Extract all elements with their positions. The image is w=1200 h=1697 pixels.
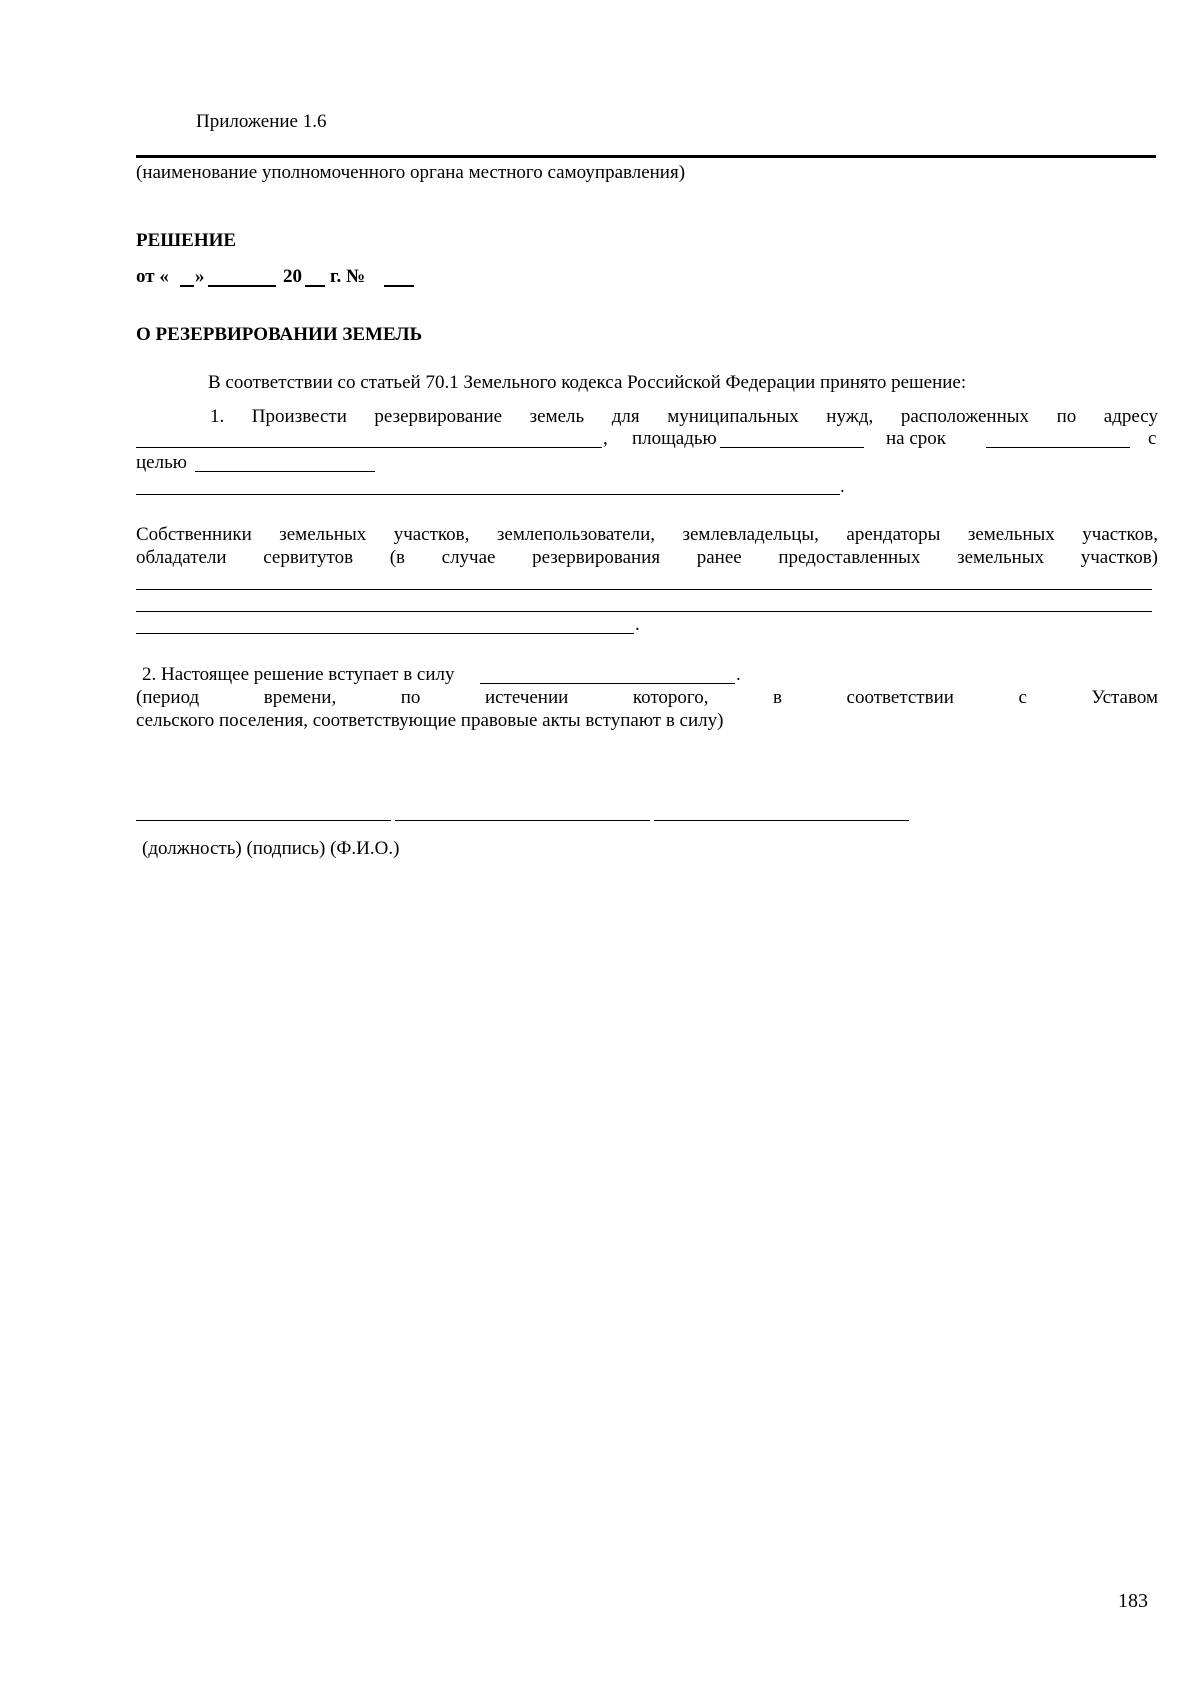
authority-caption: (наименование уполномоченного органа местного самоуправления) (136, 162, 686, 183)
owners-blank-2 (136, 611, 1152, 612)
item2-note-line1: (период времени, по истечении которого, в соответствии с Уставом (136, 687, 1158, 708)
area-label: площадью (632, 428, 717, 449)
term-label: на срок (886, 428, 947, 449)
item2-text: 2. Настоящее решение вступает в силу (142, 664, 455, 685)
address-blank (136, 447, 602, 448)
item2-end-dot: . (736, 664, 741, 685)
item1-comma: , (603, 428, 608, 449)
item2-note-line2: сельского поселения, соответствующие правовые акты вступают в силу) (136, 710, 724, 731)
owners-blank-3 (136, 633, 634, 634)
purpose-label: целью (136, 452, 187, 473)
year-blank (305, 285, 325, 287)
name-signature-line (654, 820, 909, 821)
date-prefix: от « (136, 266, 169, 287)
day-blank (180, 285, 194, 287)
date-number-label: г. № (330, 266, 366, 287)
date-year: 20 (283, 266, 302, 287)
purpose-blank (195, 471, 375, 472)
intro-text: В соответствии со статьей 70.1 Земельного кодекса Российской Федерации принято решение: (208, 372, 967, 393)
page-number: 183 (1118, 1590, 1148, 1612)
owners-line2: обладатели сервитутов (в случае резервирования ранее предоставленных земельных участков) (136, 547, 1158, 568)
header-rule (136, 155, 1156, 158)
term-blank (986, 447, 1130, 448)
owners-blank-1 (136, 589, 1152, 590)
owners-end-dot: . (635, 614, 640, 635)
date-quote-close: » (195, 266, 205, 287)
position-signature-line (136, 820, 391, 821)
decision-title: РЕШЕНИЕ (136, 230, 237, 251)
signature-line (395, 820, 650, 821)
number-blank (384, 285, 414, 287)
owners-line1: Собственники земельных участков, землепользователи, землевладельцы, арендаторы земельных участков, (136, 524, 1158, 545)
purpose-blank-line2 (136, 494, 840, 495)
subject-title: О РЕЗЕРВИРОВАНИИ ЗЕМЕЛЬ (136, 324, 423, 345)
item1-end-dot: . (840, 476, 845, 497)
month-blank (208, 285, 276, 287)
item1-line1: 1. Произвести резервирование земель для муниципальных нужд, расположенных по адресу (210, 406, 1158, 427)
effective-blank (480, 683, 735, 684)
appendix-label: Приложение 1.6 (196, 111, 327, 132)
with-label: с (1148, 428, 1157, 449)
area-blank (720, 447, 864, 448)
signature-caption: (должность) (подпись) (Ф.И.О.) (142, 838, 400, 859)
